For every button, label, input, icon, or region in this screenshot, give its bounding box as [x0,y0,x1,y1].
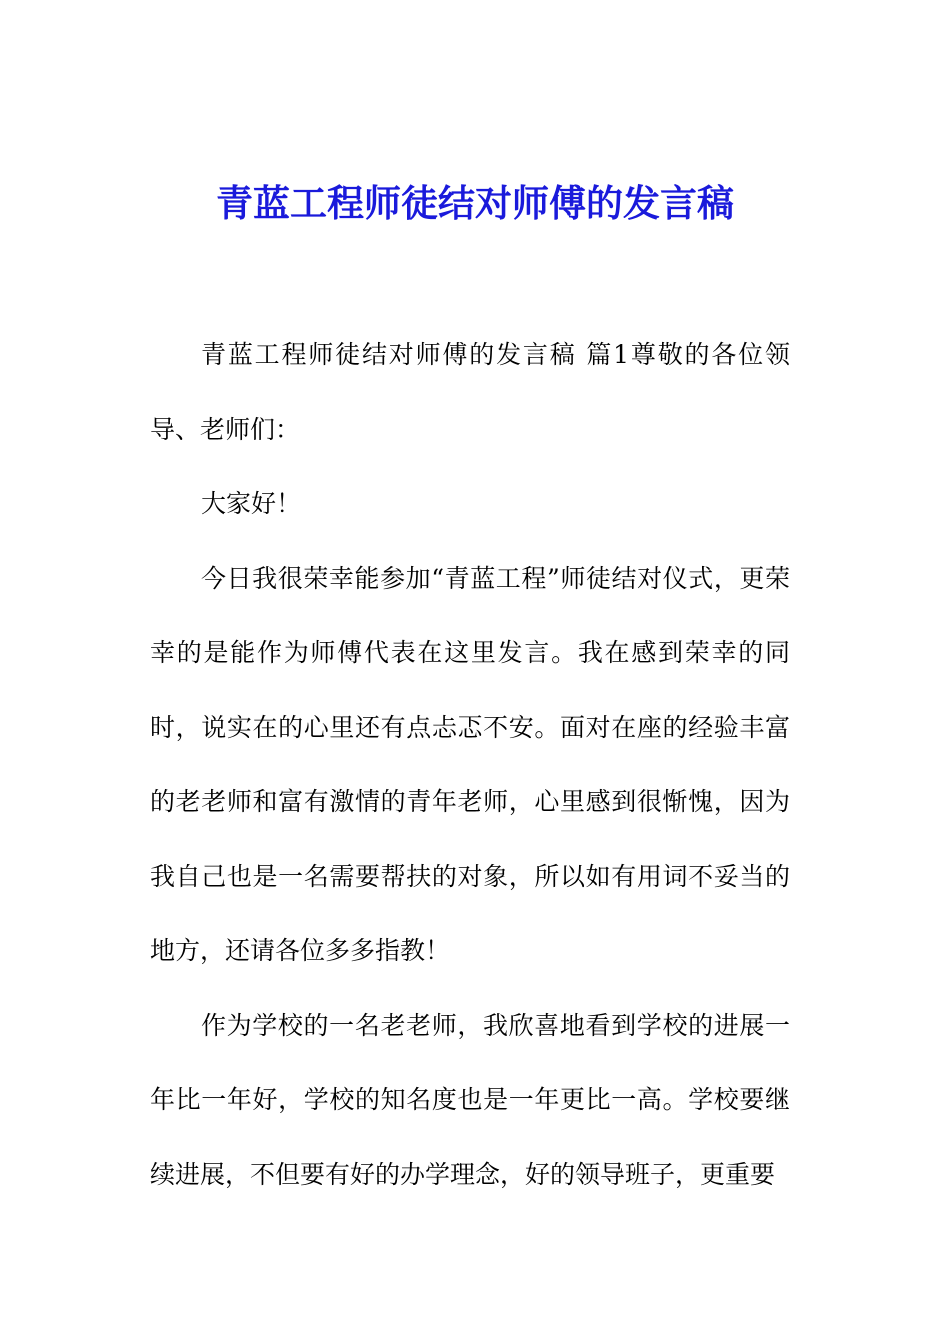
document-title: 青蓝工程师徒结对师傅的发言稿 [216,181,734,225]
paragraph-hello: 大家好！ [201,489,302,518]
document-body [150,318,790,1212]
paragraph-honor: 今日我很荣幸能参加“青蓝工程”师徒结对仪式，更荣幸的是能作为师傅代表在这里发言。我在感到荣幸的同时，说实在的心里还有点忐忑不安。面对在座的经验丰富的老老师和富有激情的青年老师，心里感到很惭愧，因为我自己也是一名需要帮扶的对象，所以如有用词不妥当的地方，还请各位多多指教！ [150,563,790,965]
paragraph-greeting: 青蓝工程师徒结对师傅的发言稿 篇1尊敬的各位领导、老师们： [150,340,790,444]
paragraph-school-progress: 作为学校的一名老老师，我欣喜地看到学校的进展一年比一年好，学校的知名度也是一年更比一高。学校要继续进展，不但要有好的办学理念，好的领导班子，更重要 [150,1010,790,1189]
